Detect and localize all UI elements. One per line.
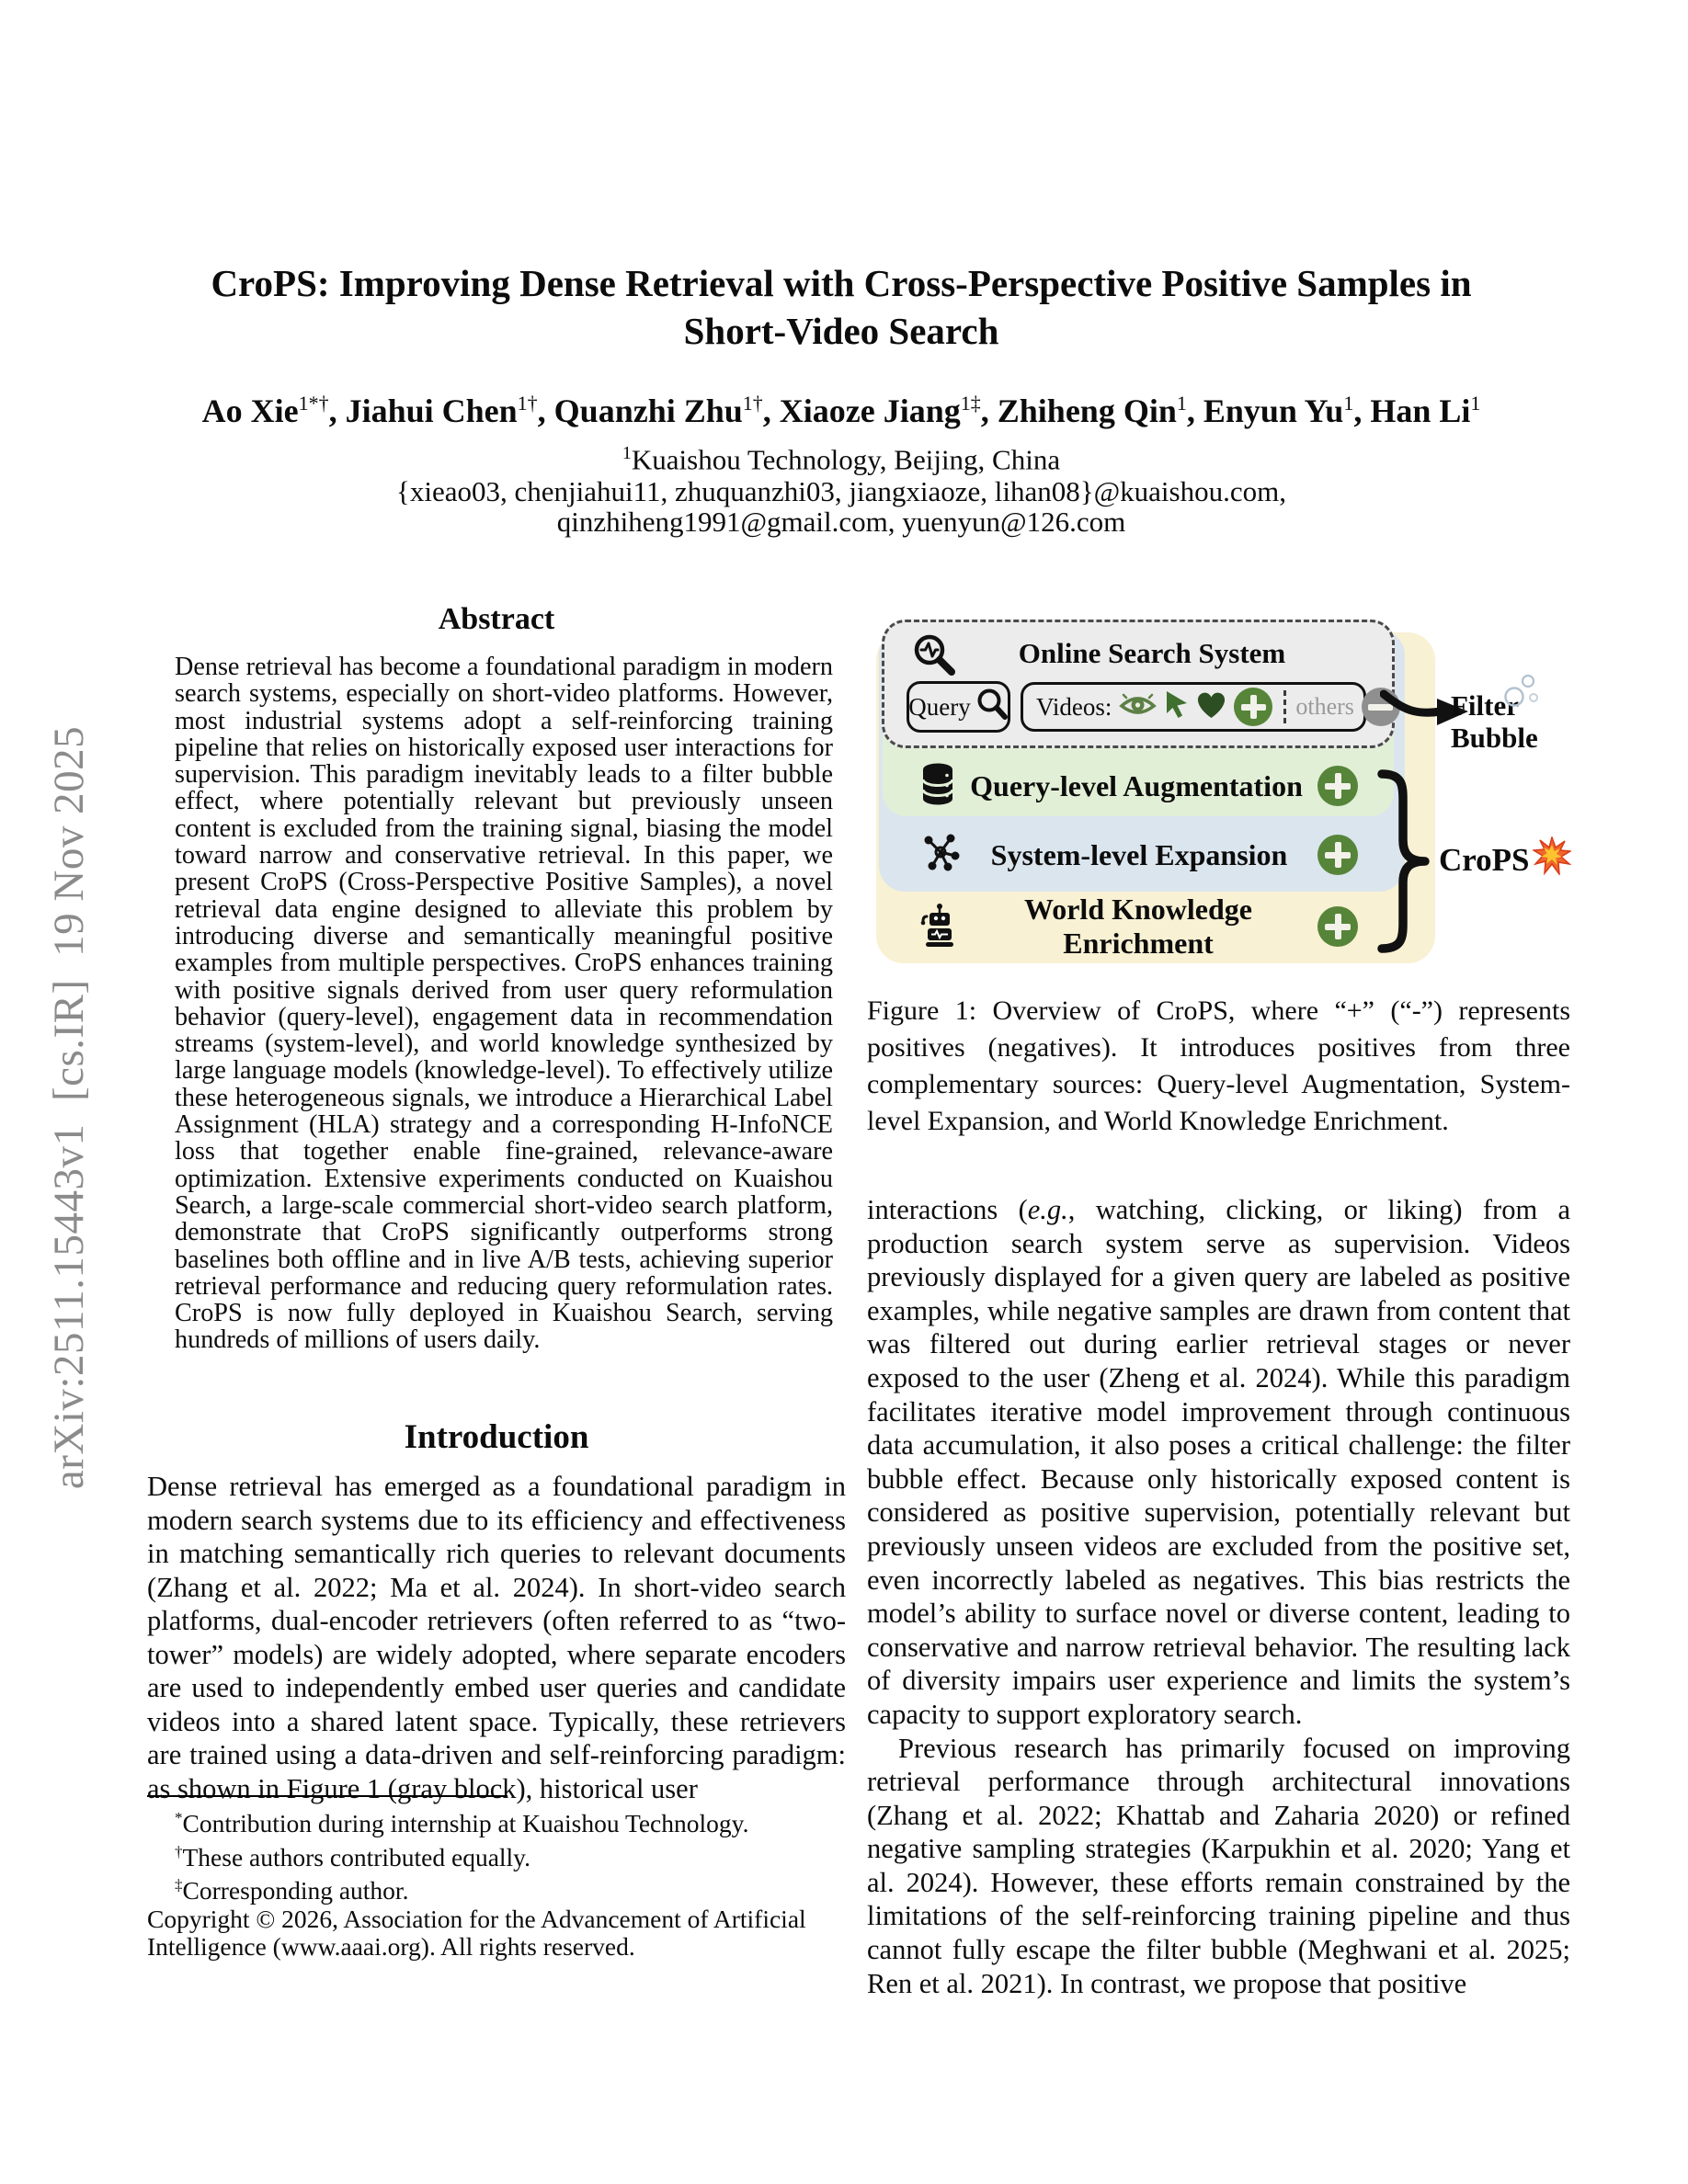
introduction-paragraph: Dense retrieval has emerged as a foundational paradigm in modern search systems due to its efficiency and effectiveness in matching semantically rich queries to relevant documents (Zhang et al. 2022; Ma et al. 2024). In short-video search platforms, dual-encoder retrievers (often referred to as “two-tower” models) are widely adopted, where separate encoders are used to independently embed user queries and candidate videos into a shared latent space. Typically, these retrievers are trained using a data-driven and self-reinforcing paradigm: as shown in Figure 1 (gray block), historical user <box>147 1471 846 1804</box>
author-name: Zhiheng Qin <box>997 392 1177 429</box>
crops-text: CroPS <box>1439 841 1530 878</box>
footnote-item: *Contribution during internship at Kuaishou Technology. <box>175 1809 749 1838</box>
row-label: World Knowledge Enrichment <box>1023 893 1252 960</box>
author-affil-sup: 1 <box>1343 392 1354 415</box>
network-icon <box>920 833 961 878</box>
online-search-system-title: Online Search System <box>1018 637 1286 669</box>
body-paragraph-2: Previous research has primarily focused on improving retrieval performance through architectural innovations (Zhang et al. 2022; Khattab and Zaharia 2020) or refined negative sampling strategies (Karpukhin et al. 2020; Yang et al. 2024). However, these efforts remain constrained by the limitations of the self-reinforcing training pipeline and thus cannot fully escape the filter bubble (Meghwani et al. 2025; Ren et al. 2021). In contrast, we propose that positive <box>867 1732 1570 1999</box>
right-column-text <box>867 1193 1570 2000</box>
bubbles-icon <box>1501 669 1542 720</box>
online-search-system-box <box>882 620 1395 748</box>
footnote-list <box>147 1804 846 1905</box>
author-affil-sup: 1 <box>1176 392 1187 415</box>
title-line-1: CroPS: Improving Dense Retrieval with Cross-Perspective Positive Samples in <box>211 262 1472 304</box>
author-line: Ao Xie$^{1*\dagger}$, Jiahui Chen$^{1\dagger}$, Quanzhi Zhu$^{1\dagger}$, Xiaoze Jiang$^{1\ddagger}$, Zhiheng Qin$^1$, Enyun Yu$^1$, Han Li$^1$ <box>201 392 1481 429</box>
videos-divider <box>1283 690 1286 723</box>
explosion-icon <box>1533 836 1571 883</box>
videos-box <box>1021 682 1366 732</box>
author-affil-sup: 1† <box>517 392 538 415</box>
plus-icon <box>1317 835 1358 875</box>
author-name: Han Li <box>1370 392 1471 429</box>
author-name: Quanzhi Zhu <box>553 392 743 429</box>
copyright-notice: Copyright © 2026, Association for the Advancement of Artificial Intelligence (www.aaai.org). All rights reserved. <box>147 1904 806 1962</box>
figure-1-caption: Figure 1: Overview of CroPS, where “+” (“-”) represents positives (negatives). It introduces positives from three complementary sources: Query-level Augmentation, System-level Expansion, and World Knowledge Enrichment. <box>867 995 1570 1136</box>
crops-label <box>1439 836 1571 883</box>
author-name: Ao Xie <box>201 392 299 429</box>
abstract-text: Dense retrieval has become a foundational paradigm in modern search systems, especially on short-video platforms. However, most industrial systems adopt a self-reinforcing training pipeline that relies on historically exposed user interactions for supervision. This paradigm inevitably leads to a filter bubble effect, where potentially relevant but previously unseen content is excluded from the training signal, biasing the model toward narrow and conservative retrieval. In this paper, we present CroPS (Cross-Perspective Positive Samples), a novel retrieval data engine designed to alleviate this problem by introducing diverse and semantically meaningful positive examples from multiple perspectives. CroPS enhances training with positive signals derived from user query reformulation behavior (query-level), engagement data in recommendation streams (system-level), and world knowledge synthesized by large language models (knowledge-level). To effectively utilize these heterogeneous signals, we introduce a Hierarchical Label Assignment (HLA) strategy and a corresponding H-InfoNCE loss that together enable fine-grained, relevance-aware optimization. Extensive experiments conducted on Kuaishou Search, a large-scale commercial short-video search platform, demonstrate that CroPS significantly outperforms strong baselines both offline and in live A/B tests, achieving superior retrieval performance and reducing query reformulation rates. CroPS is now fully deployed in Kuaishou Search, serving hundreds of millions of users daily. <box>175 653 833 1355</box>
author-affil-sup: 1*† <box>298 392 329 415</box>
row-label: Query-level Augmentation <box>970 768 1303 802</box>
footnote-item: ‡Corresponding author. <box>175 1876 409 1905</box>
author-name: Xiaoze Jiang <box>779 392 961 429</box>
affiliation-line <box>55 443 1627 476</box>
others-label: others <box>1295 693 1354 720</box>
paper-header <box>55 259 1627 537</box>
heart-icon <box>1196 691 1226 723</box>
positive-plus-icon <box>1234 688 1272 726</box>
author-affil-sup: 1‡ <box>960 392 981 415</box>
plus-icon <box>1317 766 1358 806</box>
figure-1 <box>867 599 1589 978</box>
crops-brace-icon <box>1374 768 1433 959</box>
row-world-knowledge-enrichment <box>904 893 1400 960</box>
author-name: Jiahui Chen <box>345 392 518 429</box>
author-affil-sup: 1 <box>1470 392 1481 415</box>
row-label: System-level Expansion <box>990 837 1288 871</box>
title-line-2: Short-Video Search <box>683 310 999 352</box>
body-paragraph-1 <box>867 1193 1570 1732</box>
cursor-icon <box>1164 689 1189 724</box>
email-line-1: {xieao03, chenjiahui11, zhuquanzhi03, jiangxiaoze, lihan08}@kuaishou.com, <box>396 475 1286 508</box>
eye-icon <box>1119 691 1157 723</box>
author-affil-sup: 1† <box>742 392 763 415</box>
paragraph-text: interactions ( <box>867 1194 1028 1225</box>
query-box <box>907 681 1010 733</box>
email-line-2: qinzhiheng1991@gmail.com, yuenyun@126.com <box>556 506 1126 539</box>
database-icon <box>920 762 955 811</box>
author-name: Enyun Yu <box>1203 392 1344 429</box>
row-system-level-expansion <box>904 825 1400 884</box>
introduction-heading: Introduction <box>404 1418 589 1456</box>
filter-bubble-line-1: Filter <box>1451 689 1520 722</box>
paragraph-text: , watching, clicking, or liking) from a production search system serve as supervision. Videos previously displayed for a given query are labeled as positive examples, while negative samples are drawn from content that was filtered out during earlier retrieval stages or never exposed to the user (Zheng et al. 2024). While this paradigm facilitates iterative model improvement through continuous data accumulation, it also poses a critical challenge: the filter bubble effect. Because only historically exposed content is considered as positive supervision, potentially relevant but previously unseen videos are excluded from the positive set, even incorrectly labeled as negatives. This bias restricts the model’s ability to surface novel or diverse content, leading to conservative and narrow retrieval behavior. The resulting lack of diversity impairs user experience and limits the system’s capacity to support exploratory search. <box>867 1194 1570 1730</box>
query-label: Query <box>908 692 971 721</box>
page-title <box>55 259 1627 355</box>
affiliation-text: Kuaishou Technology, Beijing, China <box>631 443 1061 476</box>
footnote-item: †These authors contributed equally. <box>175 1842 531 1871</box>
filter-bubble-line-2: Bubble <box>1451 722 1538 754</box>
affiliation-sup: 1 <box>622 443 632 463</box>
plus-icon <box>1317 906 1358 947</box>
robot-icon <box>920 902 959 952</box>
abstract-heading: Abstract <box>438 602 555 636</box>
arxiv-sidebar-text: arXiv:2511.15443v1 [cs.IR] 19 Nov 2025 <box>45 725 93 1490</box>
footnote-rule <box>147 1795 508 1797</box>
search-icon <box>975 688 1009 727</box>
videos-label: Videos: <box>1036 692 1112 721</box>
row-query-level-augmentation <box>904 756 1400 815</box>
footnote-block <box>147 1804 846 1962</box>
paragraph-italic: e.g. <box>1027 1194 1068 1225</box>
